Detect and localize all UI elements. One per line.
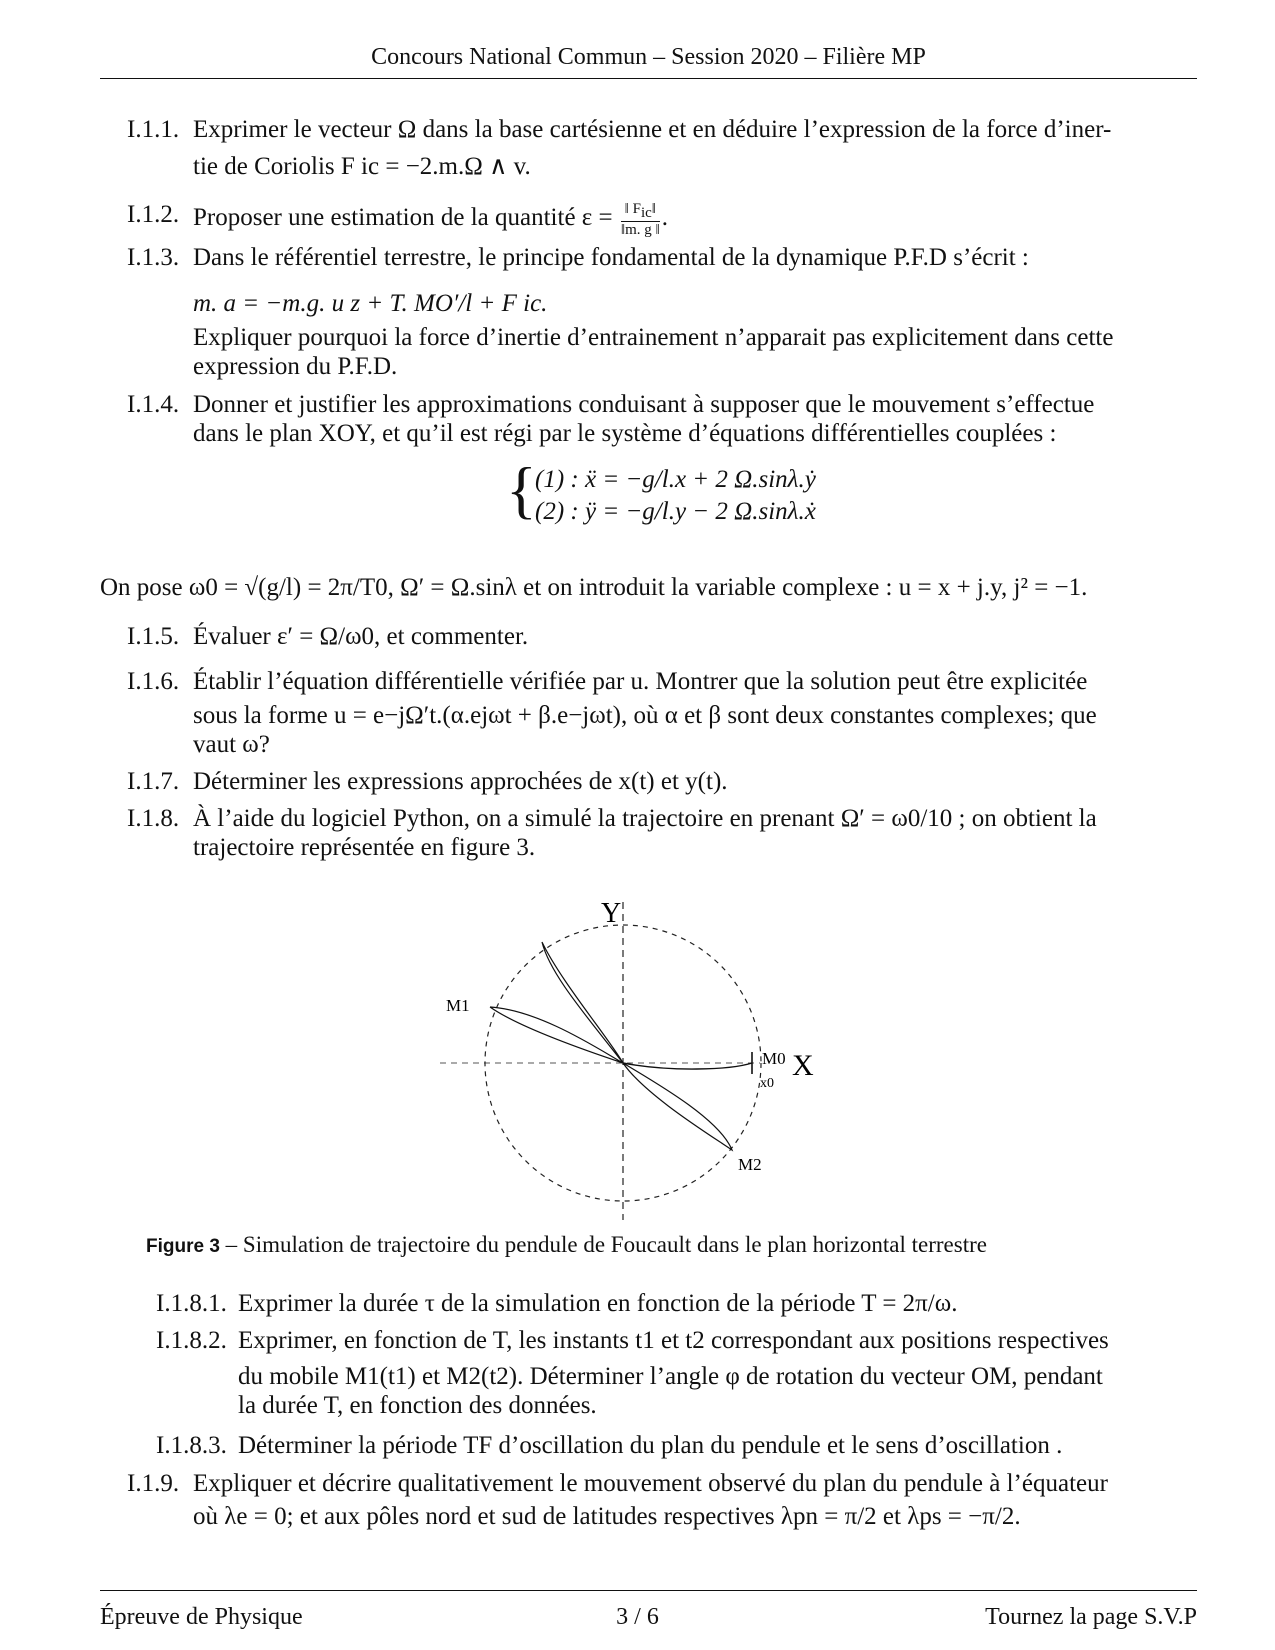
epsilon-fraction: $\frac{‖ F_{ic}‖}{‖m. g ‖}$ (620, 201, 660, 238)
q1182-line2: du mobile M1(t1) et M2(t2). Déterminer l’angle φ de rotation du vecteur OM, pendant (238, 1363, 1103, 1390)
page-header: Concours National Commun – Session 2020 – Filière MP (371, 44, 926, 70)
q116-number: I.1.6. (127, 668, 180, 695)
q1181-line1: Exprimer la durée τ de la simulation en fonction de la période T = 2π/ω. (238, 1290, 958, 1317)
q118-line1: À l’aide du logiciel Python, on a simulé la trajectoire en prenant Ω′ = ω0/10 ; on obtient la (193, 805, 1097, 832)
q113-equation: m. a = −m.g. u z + T. MO′/l + F ic. (193, 290, 548, 317)
q112-line1: Proposer une estimation de la quantité ε = $\frac{‖ F_{ic}‖}{‖m. g ‖}$ . (193, 201, 668, 238)
footer-left: Épreuve de Physique (100, 1604, 303, 1630)
y-axis-label: Y (601, 898, 622, 929)
m0-label: M0 (762, 1049, 786, 1068)
q111-line1: Exprimer le vecteur Ω dans la base cartésienne et en déduire l’expression de la force d’iner- (193, 116, 1112, 143)
system-eq1: (1) : ẍ = −g/l.x + 2 Ω.sinλ.ẏ (535, 466, 816, 493)
trajectory-start (623, 1063, 752, 1069)
x-axis-label: X (792, 1049, 814, 1082)
q113-number: I.1.3. (127, 244, 180, 271)
footer-right: Tournez la page S.V.P (985, 1604, 1197, 1630)
q1183-number: I.1.8.3. (156, 1432, 227, 1459)
q113-line3: Expliquer pourquoi la force d’inertie d’entrainement n’apparait pas explicitement dans cette (193, 324, 1114, 351)
page-number: 3 / 6 (616, 1604, 659, 1630)
q1181-number: I.1.8.1. (156, 1290, 227, 1317)
trajectory-lobe-upper (542, 942, 623, 1063)
x0-label: x0 (760, 1076, 774, 1091)
q113-line1: Dans le référentiel terrestre, le principe fondamental de la dynamique P.F.D s’écrit : (193, 244, 1029, 271)
q114-line1: Donner et justifier les approximations conduisant à supposer que le mouvement s’effectue (193, 391, 1095, 418)
q117-line1: Déterminer les expressions approchées de x(t) et y(t). (193, 768, 728, 795)
footer-rule (100, 1590, 1197, 1591)
trajectory-lobe-lower (623, 1063, 732, 1150)
q114-number: I.1.4. (127, 391, 180, 418)
q116-line3: vaut ω? (193, 731, 270, 758)
system-brace: { (506, 454, 537, 525)
q119-number: I.1.9. (127, 1470, 180, 1497)
on-pose-line: On pose ω0 = √(g/l) = 2π/T0, Ω′ = Ω.sinλ et on introduit la variable complexe : u = x + j.y, j² = −1. (100, 574, 1088, 601)
q115-line1: Évaluer ε′ = Ω/ω0, et commenter. (193, 623, 529, 650)
q1182-line3: la durée T, en fonction des données. (238, 1392, 597, 1419)
q116-line2: sous la forme u = e−jΩ′t.(α.ejωt + β.e−jωt), où α et β sont deux constantes complexes; que (193, 702, 1097, 729)
q116-line1: Établir l’équation différentielle vérifiée par u. Montrer que la solution peut être explicitée (193, 668, 1088, 695)
q1182-line1: Exprimer, en fonction de T, les instants t1 et t2 correspondant aux positions respectives (238, 1327, 1109, 1354)
q112-number: I.1.2. (127, 201, 180, 228)
q1182-number: I.1.8.2. (156, 1327, 227, 1354)
q111-line2: tie de Coriolis F ic = −2.m.Ω ∧ v. (193, 153, 531, 180)
system-eq2: (2) : ÿ = −g/l.y − 2 Ω.sinλ.ẋ (535, 498, 816, 525)
q117-number: I.1.7. (127, 768, 180, 795)
q111-number: I.1.1. (127, 116, 180, 143)
header-rule (100, 78, 1197, 79)
q118-number: I.1.8. (127, 805, 180, 832)
trajectory-lobe-left (490, 1007, 623, 1063)
q114-line2: dans le plan XOY, et qu’il est régi par le système d’équations différentielles couplées : (193, 420, 1057, 447)
q118-line2: trajectoire représentée en figure 3. (193, 834, 536, 861)
q119-line1: Expliquer et décrire qualitativement le mouvement observé du plan du pendule à l’équateur (193, 1470, 1108, 1497)
q119-line2: où λe = 0; et aux pôles nord et sud de latitudes respectives λpn = π/2 et λps = −π/2. (193, 1503, 1021, 1530)
q115-number: I.1.5. (127, 623, 180, 650)
m1-label: M1 (446, 996, 470, 1015)
m2-label: M2 (738, 1155, 762, 1174)
q113-line4: expression du P.F.D. (193, 353, 398, 380)
q1183-line1: Déterminer la période TF d’oscillation du plan du pendule et le sens d’oscillation . (238, 1432, 1063, 1459)
figure-caption: Figure 3 – Simulation de trajectoire du pendule de Foucault dans le plan horizontal terrestre (146, 1232, 987, 1257)
figure-3-trajectory (440, 880, 840, 1220)
